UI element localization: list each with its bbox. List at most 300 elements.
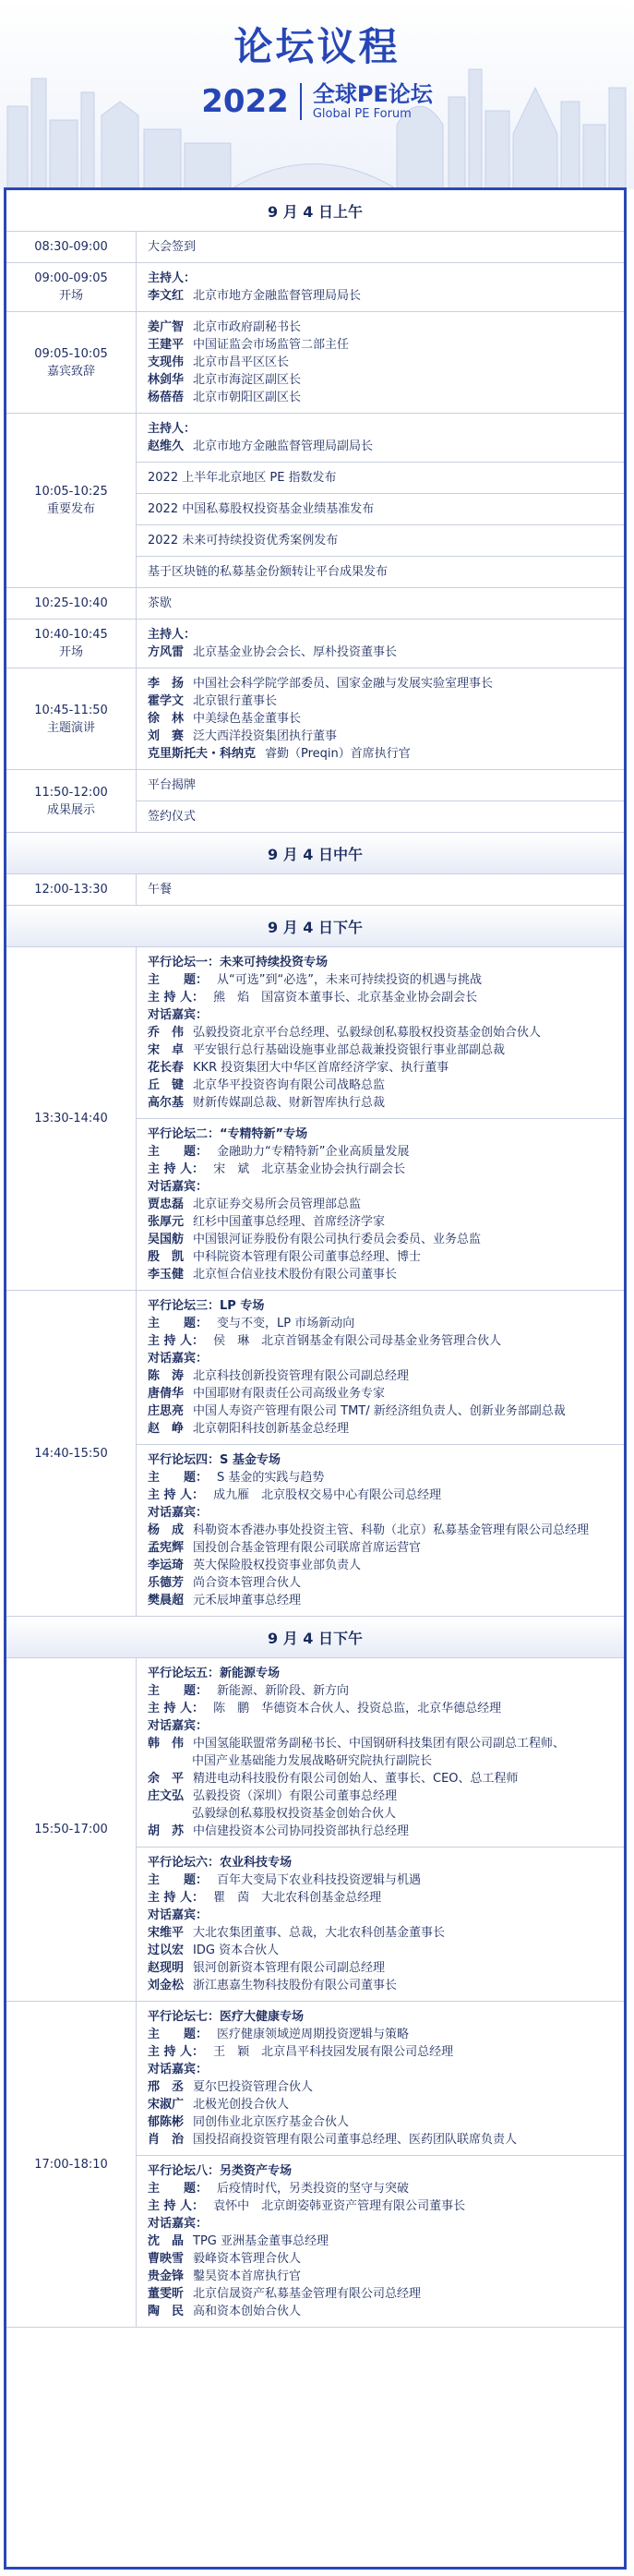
agenda-line bbox=[148, 2285, 613, 2303]
agenda-text: 中国产业基础能力发展战略研究院执行副院长 bbox=[192, 1754, 433, 1768]
agenda-text: 平行论坛八：另类资产专场 bbox=[148, 2164, 293, 2178]
person-name: 邢 丞 bbox=[148, 2080, 185, 2094]
content-cell bbox=[137, 1658, 624, 2001]
content-cell bbox=[137, 312, 624, 413]
agenda-line bbox=[148, 1077, 613, 1094]
time-range: 10:45-11:50 bbox=[34, 703, 108, 717]
time-range: 09:00-09:05 bbox=[34, 271, 108, 285]
person-name: 花长春 bbox=[148, 1061, 185, 1075]
agenda-text: 平行论坛六：农业科技专场 bbox=[148, 1856, 293, 1870]
content-cell bbox=[137, 947, 624, 1290]
time-range: 10:25-10:40 bbox=[34, 596, 108, 610]
agenda-line bbox=[148, 1924, 613, 1942]
agenda-line bbox=[148, 1094, 613, 1112]
time-range: 10:05-10:25 bbox=[34, 485, 108, 499]
agenda-row bbox=[6, 668, 624, 770]
agenda-text: 北京银行董事长 bbox=[193, 694, 278, 708]
agenda-text: 北京市海淀区副区长 bbox=[193, 373, 302, 387]
agenda-text: 中国社会科学院学部委员、国家金融与发展实验室理事长 bbox=[193, 677, 494, 691]
time-range: 13:30-14:40 bbox=[34, 1112, 108, 1125]
person-name: 主 持 人： bbox=[148, 1702, 205, 1715]
agenda-row bbox=[6, 414, 624, 588]
person-name: 支现伟 bbox=[148, 355, 185, 369]
agenda-text: 对话嘉宾： bbox=[148, 1908, 209, 1922]
agenda-line bbox=[148, 1854, 613, 1872]
time-range: 10:40-10:45 bbox=[34, 628, 108, 642]
time-range: 17:00-18:10 bbox=[34, 2157, 108, 2172]
agenda-line bbox=[148, 270, 613, 287]
agenda-text: 对话嘉宾： bbox=[148, 1719, 209, 1733]
agenda-line bbox=[148, 1161, 613, 1178]
agenda-table bbox=[4, 187, 627, 2570]
agenda-text: 午餐 bbox=[148, 883, 173, 897]
agenda-text: 基于区块链的私募基金份额转让平台成果发布 bbox=[148, 565, 389, 579]
person-name: 李运琦 bbox=[148, 1559, 185, 1572]
person-name: 主 持 人： bbox=[148, 2045, 205, 2059]
agenda-text: 北京朝阳科技创新基金总经理 bbox=[193, 1422, 350, 1436]
session-type: 成果展示 bbox=[46, 802, 95, 817]
agenda-item bbox=[137, 312, 624, 413]
agenda-text: IDG 资本合伙人 bbox=[193, 1944, 280, 1957]
agenda-row bbox=[6, 1658, 624, 2002]
agenda-line bbox=[148, 469, 613, 487]
person-name: 吴国舫 bbox=[148, 1233, 185, 1246]
agenda-row bbox=[6, 232, 624, 263]
agenda-line bbox=[148, 2113, 613, 2131]
agenda-text: 陈 鹏 华德资本合伙人、投资总监，北京华德总经理 bbox=[213, 1702, 502, 1715]
agenda-line bbox=[148, 1665, 613, 1682]
page-title: 论坛议程 bbox=[233, 24, 401, 69]
agenda-line bbox=[148, 1420, 613, 1438]
agenda-line bbox=[148, 1487, 613, 1504]
time-cell bbox=[6, 1658, 137, 2001]
agenda-line bbox=[148, 1041, 613, 1059]
agenda-row bbox=[6, 1291, 624, 1617]
agenda-text: 北京市朝阳区副区长 bbox=[193, 391, 302, 404]
agenda-text: 后疫情时代，另类投资的坚守与突破 bbox=[217, 2182, 410, 2196]
agenda-text: 宋 斌 北京基金业协会执行副会长 bbox=[213, 1162, 406, 1176]
person-name: 主 持 人： bbox=[148, 991, 205, 1005]
agenda-text: 医疗健康领域逆周期投资逻辑与策略 bbox=[217, 2028, 410, 2041]
person-name: 赵现明 bbox=[148, 1961, 185, 1975]
person-name: 陈 涛 bbox=[148, 1369, 185, 1383]
agenda-line bbox=[148, 2043, 613, 2061]
agenda-text: 平行论坛五：新能源专场 bbox=[148, 1667, 281, 1680]
agenda-line bbox=[148, 2180, 613, 2197]
agenda-item bbox=[137, 668, 624, 769]
agenda-item bbox=[137, 494, 624, 525]
agenda-item bbox=[137, 2156, 624, 2327]
day-header: 9 月 4 日中午 bbox=[6, 833, 624, 874]
time-cell bbox=[6, 770, 137, 832]
agenda-row bbox=[6, 770, 624, 833]
agenda-text: 中国人寿资产管理有限公司 TMT/ 新经济组负责人、创新业务部副总裁 bbox=[193, 1404, 566, 1418]
agenda-line bbox=[148, 776, 613, 794]
agenda-text: 高和资本创始合伙人 bbox=[193, 2305, 302, 2318]
agenda-text: 对话嘉宾： bbox=[148, 1180, 209, 1194]
agenda-line bbox=[148, 1889, 613, 1907]
agenda-text: S 基金的实践与趋势 bbox=[217, 1471, 325, 1485]
person-name: 李文红 bbox=[148, 289, 185, 303]
person-name: 主 持 人： bbox=[148, 2199, 205, 2213]
day-header: 9 月 4 日下午 bbox=[6, 1617, 624, 1658]
time-cell bbox=[6, 588, 137, 619]
agenda-line bbox=[148, 1907, 613, 1924]
agenda-line bbox=[148, 389, 613, 406]
time-cell bbox=[6, 2002, 137, 2327]
agenda-line bbox=[148, 1469, 613, 1487]
agenda-item bbox=[137, 525, 624, 557]
time-cell bbox=[6, 414, 137, 587]
person-name: 贾忠磊 bbox=[148, 1198, 185, 1211]
agenda-line bbox=[148, 692, 613, 710]
agenda-line bbox=[148, 2026, 613, 2043]
agenda-text: 成九雁 北京股权交易中心有限公司总经理 bbox=[213, 1488, 442, 1502]
agenda-line bbox=[148, 2250, 613, 2268]
person-name: 肖 治 bbox=[148, 2133, 185, 2147]
content-cell bbox=[137, 1291, 624, 1616]
agenda-text: 对话嘉宾： bbox=[148, 1352, 209, 1366]
agenda-item bbox=[137, 1658, 624, 1848]
agenda-line bbox=[148, 2215, 613, 2233]
agenda-text: 对话嘉宾： bbox=[148, 2063, 209, 2076]
session-type: 开场 bbox=[58, 289, 83, 303]
agenda-line bbox=[148, 1942, 613, 1959]
agenda-row bbox=[6, 947, 624, 1291]
agenda-line bbox=[148, 354, 613, 371]
time-cell bbox=[6, 620, 137, 668]
person-name: 杨 成 bbox=[148, 1523, 185, 1537]
agenda-text: 银河创新资本管理有限公司副总经理 bbox=[193, 1961, 386, 1975]
agenda-line bbox=[148, 595, 613, 612]
agenda-line bbox=[148, 1385, 613, 1402]
agenda-text: 2022 上半年北京地区 PE 指数发布 bbox=[148, 471, 337, 485]
person-name: 主 持 人： bbox=[148, 1162, 205, 1176]
agenda-text: 北京华平投资咨询有限公司战略总监 bbox=[193, 1078, 386, 1092]
agenda-item bbox=[137, 263, 624, 311]
agenda-line bbox=[148, 287, 613, 305]
person-name: 殷 凯 bbox=[148, 1250, 185, 1264]
agenda-line bbox=[148, 1770, 613, 1788]
agenda-line bbox=[148, 954, 613, 971]
time-range: 12:00-13:30 bbox=[34, 883, 108, 897]
agenda-line bbox=[148, 1451, 613, 1469]
agenda-line bbox=[148, 563, 613, 581]
agenda-line bbox=[148, 1504, 613, 1522]
agenda-text: 瞿 茵 大北农科创基金总经理 bbox=[213, 1891, 382, 1905]
agenda-text: 侯 琳 北京首钢基金有限公司母基金业务管理合伙人 bbox=[213, 1334, 502, 1348]
agenda-line bbox=[148, 728, 613, 745]
person-name: 孟宪辉 bbox=[148, 1541, 185, 1555]
person-name: 樊晨超 bbox=[148, 1594, 185, 1607]
agenda-line bbox=[148, 1717, 613, 1735]
agenda-item bbox=[137, 874, 624, 905]
agenda-item bbox=[137, 1291, 624, 1445]
agenda-item bbox=[137, 1848, 624, 2001]
content-cell bbox=[137, 232, 624, 262]
agenda-line bbox=[148, 1557, 613, 1574]
agenda-text: 中国耶财有限责任公司高级业务专家 bbox=[193, 1387, 386, 1401]
agenda-text: 浙江惠嘉生物科技股份有限公司董事长 bbox=[193, 1979, 398, 1992]
agenda-line bbox=[148, 1297, 613, 1315]
agenda-line bbox=[148, 1125, 613, 1143]
person-name: 高尔基 bbox=[148, 1096, 185, 1110]
agenda-line bbox=[148, 1700, 613, 1717]
agenda-text: 中国银河证券股份有限公司执行委员会委员、业务总监 bbox=[193, 1233, 482, 1246]
agenda-item bbox=[137, 232, 624, 262]
day-header: 9 月 4 日上午 bbox=[6, 190, 624, 232]
person-name: 丘 键 bbox=[148, 1078, 185, 1092]
person-name: 乐德芳 bbox=[148, 1576, 185, 1590]
agenda-line bbox=[148, 2061, 613, 2078]
agenda-text: TPG 亚洲基金董事总经理 bbox=[193, 2234, 329, 2248]
agenda-text: 中美绿色基金董事长 bbox=[193, 712, 302, 726]
agenda-text: 精进电动科技股份有限公司创始人、董事长、CEO、总工程师 bbox=[193, 1772, 519, 1786]
person-name: 贵金锋 bbox=[148, 2269, 185, 2283]
agenda-text: 平行论坛一：未来可持续投资专场 bbox=[148, 956, 329, 969]
person-name: 霍学文 bbox=[148, 694, 185, 708]
agenda-text: 尚合资本管理合伙人 bbox=[193, 1576, 302, 1590]
agenda-text: 泛大西洋投资集团执行董事 bbox=[193, 729, 338, 743]
agenda-line bbox=[148, 2303, 613, 2320]
page-header bbox=[0, 0, 634, 189]
agenda-text: 元禾辰坤董事总经理 bbox=[193, 1594, 302, 1607]
agenda-line bbox=[148, 1024, 613, 1041]
agenda-text: 睿勤（Preqin）首席执行官 bbox=[265, 747, 411, 761]
forum-names bbox=[302, 81, 433, 122]
agenda-text: 北京市政府副秘书长 bbox=[193, 320, 302, 334]
agenda-line bbox=[148, 644, 613, 661]
content-cell bbox=[137, 770, 624, 832]
agenda-line bbox=[148, 2233, 613, 2250]
agenda-item bbox=[137, 2002, 624, 2156]
agenda-line bbox=[148, 1196, 613, 1213]
agenda-line bbox=[148, 626, 613, 644]
person-name: 韩 伟 bbox=[148, 1737, 185, 1751]
agenda-text: 茶歇 bbox=[148, 596, 173, 610]
agenda-text: 毅峰资本管理合伙人 bbox=[193, 2252, 302, 2266]
agenda-line bbox=[148, 1682, 613, 1700]
content-cell bbox=[137, 620, 624, 668]
agenda-line bbox=[148, 1539, 613, 1557]
agenda-line bbox=[148, 2008, 613, 2026]
person-name: 方风雷 bbox=[148, 645, 185, 659]
agenda-line bbox=[148, 1350, 613, 1367]
person-name: 庄文弘 bbox=[148, 1789, 185, 1803]
person-name: 宋 卓 bbox=[148, 1043, 185, 1057]
agenda-text: 2022 未来可持续投资优秀案例发布 bbox=[148, 534, 339, 548]
agenda-text: 北京恒合信业技术股份有限公司董事长 bbox=[193, 1268, 398, 1282]
person-name: 主 题： bbox=[148, 2028, 209, 2041]
agenda-text: 主持人： bbox=[148, 271, 197, 285]
person-name: 徐 林 bbox=[148, 712, 185, 726]
agenda-line bbox=[148, 2197, 613, 2215]
person-name: 王建平 bbox=[148, 338, 185, 352]
time-cell bbox=[6, 263, 137, 311]
person-name: 沈 晶 bbox=[148, 2234, 185, 2248]
agenda-item bbox=[137, 1445, 624, 1616]
person-name: 陶 民 bbox=[148, 2305, 185, 2318]
agenda-line bbox=[148, 1959, 613, 1977]
person-name: 主 持 人： bbox=[148, 1891, 205, 1905]
person-name: 主 持 人： bbox=[148, 1488, 205, 1502]
person-name: 宋淑广 bbox=[148, 2098, 185, 2112]
agenda-text: 中国氢能联盟常务副秘书长、中国钢研科技集团有限公司副总工程师、 bbox=[193, 1737, 566, 1751]
agenda-row bbox=[6, 620, 624, 668]
person-name: 胡 苏 bbox=[148, 1824, 185, 1838]
person-name: 曹映雪 bbox=[148, 2252, 185, 2266]
agenda-text: 对话嘉宾： bbox=[148, 1008, 209, 1022]
person-name: 主 题： bbox=[148, 1145, 209, 1159]
agenda-text: 平行论坛三：LP 专场 bbox=[148, 1299, 265, 1313]
person-name: 主 题： bbox=[148, 1684, 209, 1698]
agenda-line bbox=[148, 1332, 613, 1350]
agenda-line bbox=[148, 808, 613, 825]
agenda-text: 平安银行总行基础设施事业部总裁兼投资银行事业部副总裁 bbox=[193, 1043, 506, 1057]
agenda-line bbox=[148, 500, 613, 518]
person-name: 姜广智 bbox=[148, 320, 185, 334]
time-cell bbox=[6, 1291, 137, 1616]
agenda-item bbox=[137, 801, 624, 832]
agenda-text: 新能源、新阶段、新方向 bbox=[217, 1684, 350, 1698]
agenda-text: 对话嘉宾： bbox=[148, 1506, 209, 1520]
forum-name-en: Global PE Forum bbox=[312, 107, 412, 121]
person-name: 张厚元 bbox=[148, 1215, 185, 1229]
agenda-line bbox=[148, 532, 613, 549]
time-range: 11:50-12:00 bbox=[34, 785, 108, 800]
agenda-line bbox=[148, 2096, 613, 2113]
agenda-text: 北京市昌平区区长 bbox=[193, 355, 290, 369]
agenda-line bbox=[148, 971, 613, 989]
person-name: 赵维久 bbox=[148, 439, 185, 453]
agenda-text: 鑿昊资本首席执行官 bbox=[193, 2269, 302, 2283]
agenda-line bbox=[148, 1143, 613, 1161]
person-name: 郁陈彬 bbox=[148, 2115, 185, 2129]
agenda-text: 同创伟业北京医疗基金合伙人 bbox=[193, 2115, 350, 2129]
agenda-text: 平行论坛四：S 基金专场 bbox=[148, 1453, 281, 1467]
agenda-text: 中信建投资本公司协同投资部执行总经理 bbox=[193, 1824, 410, 1838]
agenda-row bbox=[6, 312, 624, 414]
agenda-text: 夏尔巴投资管理合伙人 bbox=[193, 2080, 314, 2094]
time-range: 08:30-09:00 bbox=[34, 240, 108, 254]
agenda-line bbox=[148, 438, 613, 455]
agenda-item bbox=[137, 947, 624, 1119]
agenda-line bbox=[148, 371, 613, 389]
agenda-line bbox=[148, 420, 613, 438]
agenda-line bbox=[148, 710, 613, 728]
person-name: 李玉健 bbox=[148, 1268, 185, 1282]
person-name: 主 题： bbox=[148, 1873, 209, 1887]
agenda-line bbox=[148, 989, 613, 1006]
session-type: 开场 bbox=[58, 645, 83, 659]
agenda-line bbox=[148, 1977, 613, 1994]
agenda-text: 平台揭牌 bbox=[148, 778, 197, 792]
day-header: 9 月 4 日下午 bbox=[6, 906, 624, 947]
agenda-row bbox=[6, 588, 624, 620]
agenda-row bbox=[6, 2002, 624, 2328]
agenda-text: 英大保险股权投资事业部负责人 bbox=[193, 1559, 362, 1572]
person-name: 宋维平 bbox=[148, 1926, 185, 1940]
agenda-text: 大会签到 bbox=[148, 240, 197, 254]
agenda-text: 平行论坛七：医疗大健康专场 bbox=[148, 2010, 305, 2024]
agenda-item bbox=[137, 588, 624, 619]
content-cell bbox=[137, 588, 624, 619]
agenda-item bbox=[137, 557, 624, 587]
agenda-text: 北京市地方金融监督管理局局长 bbox=[193, 289, 362, 303]
agenda-text: 北极光创投合伙人 bbox=[193, 2098, 290, 2112]
agenda-line bbox=[148, 1752, 613, 1770]
session-type: 重要发布 bbox=[46, 502, 95, 516]
content-cell bbox=[137, 874, 624, 905]
person-name: 主 持 人： bbox=[148, 1334, 205, 1348]
agenda-line bbox=[148, 1266, 613, 1283]
person-name: 董雯昕 bbox=[148, 2287, 185, 2301]
agenda-line bbox=[148, 1522, 613, 1539]
agenda-text: 北京基金业协会会长、厚朴投资董事长 bbox=[193, 645, 398, 659]
agenda-text: 百年大变局下农业科技投资逻辑与机遇 bbox=[217, 1873, 422, 1887]
person-name: 乔 伟 bbox=[148, 1026, 185, 1040]
agenda-line bbox=[148, 1315, 613, 1332]
person-name: 过以宏 bbox=[148, 1944, 185, 1957]
agenda-text: 袁怀中 北京朗姿韩亚资产管理有限公司董事长 bbox=[213, 2199, 466, 2213]
agenda-line bbox=[148, 1872, 613, 1889]
agenda-line bbox=[148, 1248, 613, 1266]
agenda-line bbox=[148, 1788, 613, 1805]
session-type: 嘉宾致辞 bbox=[46, 364, 95, 379]
person-name: 刘 赛 bbox=[148, 729, 185, 743]
agenda-line bbox=[148, 745, 613, 763]
person-name: 主 题： bbox=[148, 973, 209, 987]
agenda-text: 主持人： bbox=[148, 422, 197, 436]
agenda-row bbox=[6, 263, 624, 312]
forum-logo bbox=[0, 81, 634, 122]
time-range: 09:05-10:05 bbox=[34, 346, 108, 361]
agenda-text: KKR 投资集团大中华区首席经济学家、执行董事 bbox=[193, 1061, 449, 1075]
person-name: 主 题： bbox=[148, 1317, 209, 1330]
agenda-text: 从“可选”到“必选”，未来可持续投资的机遇与挑战 bbox=[217, 973, 482, 987]
person-name: 克里斯托夫・科纳克 bbox=[148, 747, 257, 761]
agenda-text: 红杉中国董事总经理、首席经济学家 bbox=[193, 1215, 386, 1229]
agenda-text: 科勒资本香港办事处投资主管、科勒（北京）私募基金管理有限公司总经理 bbox=[193, 1523, 590, 1537]
agenda-text: 弘毅投资（深圳）有限公司董事总经理 bbox=[193, 1789, 398, 1803]
time-range: 14:40-15:50 bbox=[34, 1446, 108, 1461]
content-cell bbox=[137, 668, 624, 769]
agenda-text: 大北农集团董事、总裁，大北农科创基金董事长 bbox=[193, 1926, 446, 1940]
agenda-line bbox=[148, 1805, 613, 1823]
agenda-text: 金融助力“专精特新”企业高质量发展 bbox=[217, 1145, 410, 1159]
agenda-text: 签约仪式 bbox=[148, 810, 197, 824]
agenda-text: 北京市地方金融监督管理局副局长 bbox=[193, 439, 374, 453]
time-cell bbox=[6, 668, 137, 769]
agenda-line bbox=[148, 881, 613, 898]
person-name: 余 平 bbox=[148, 1772, 185, 1786]
person-name: 李 扬 bbox=[148, 677, 185, 691]
session-type: 主题演讲 bbox=[46, 720, 95, 735]
time-cell bbox=[6, 312, 137, 413]
agenda-line bbox=[148, 238, 613, 256]
agenda-text: 弘毅绿创私募股权投资基金创始合伙人 bbox=[192, 1807, 397, 1821]
agenda-text: 王 颖 北京昌平科技园发展有限公司总经理 bbox=[213, 2045, 454, 2059]
agenda-item bbox=[137, 463, 624, 494]
agenda-line bbox=[148, 2131, 613, 2149]
agenda-text: 北京信晟资产私募基金管理有限公司总经理 bbox=[193, 2287, 422, 2301]
content-cell bbox=[137, 263, 624, 311]
time-range: 15:50-17:00 bbox=[34, 1823, 108, 1836]
agenda-text: 熊 焰 国富资本董事长、北京基金业协会副会长 bbox=[213, 991, 478, 1005]
agenda-text: 中科院资本管理有限公司董事总经理、博士 bbox=[193, 1250, 422, 1264]
agenda-text: 国投创合基金管理有限公司联席首席运营官 bbox=[193, 1541, 422, 1555]
agenda-line bbox=[148, 1213, 613, 1231]
